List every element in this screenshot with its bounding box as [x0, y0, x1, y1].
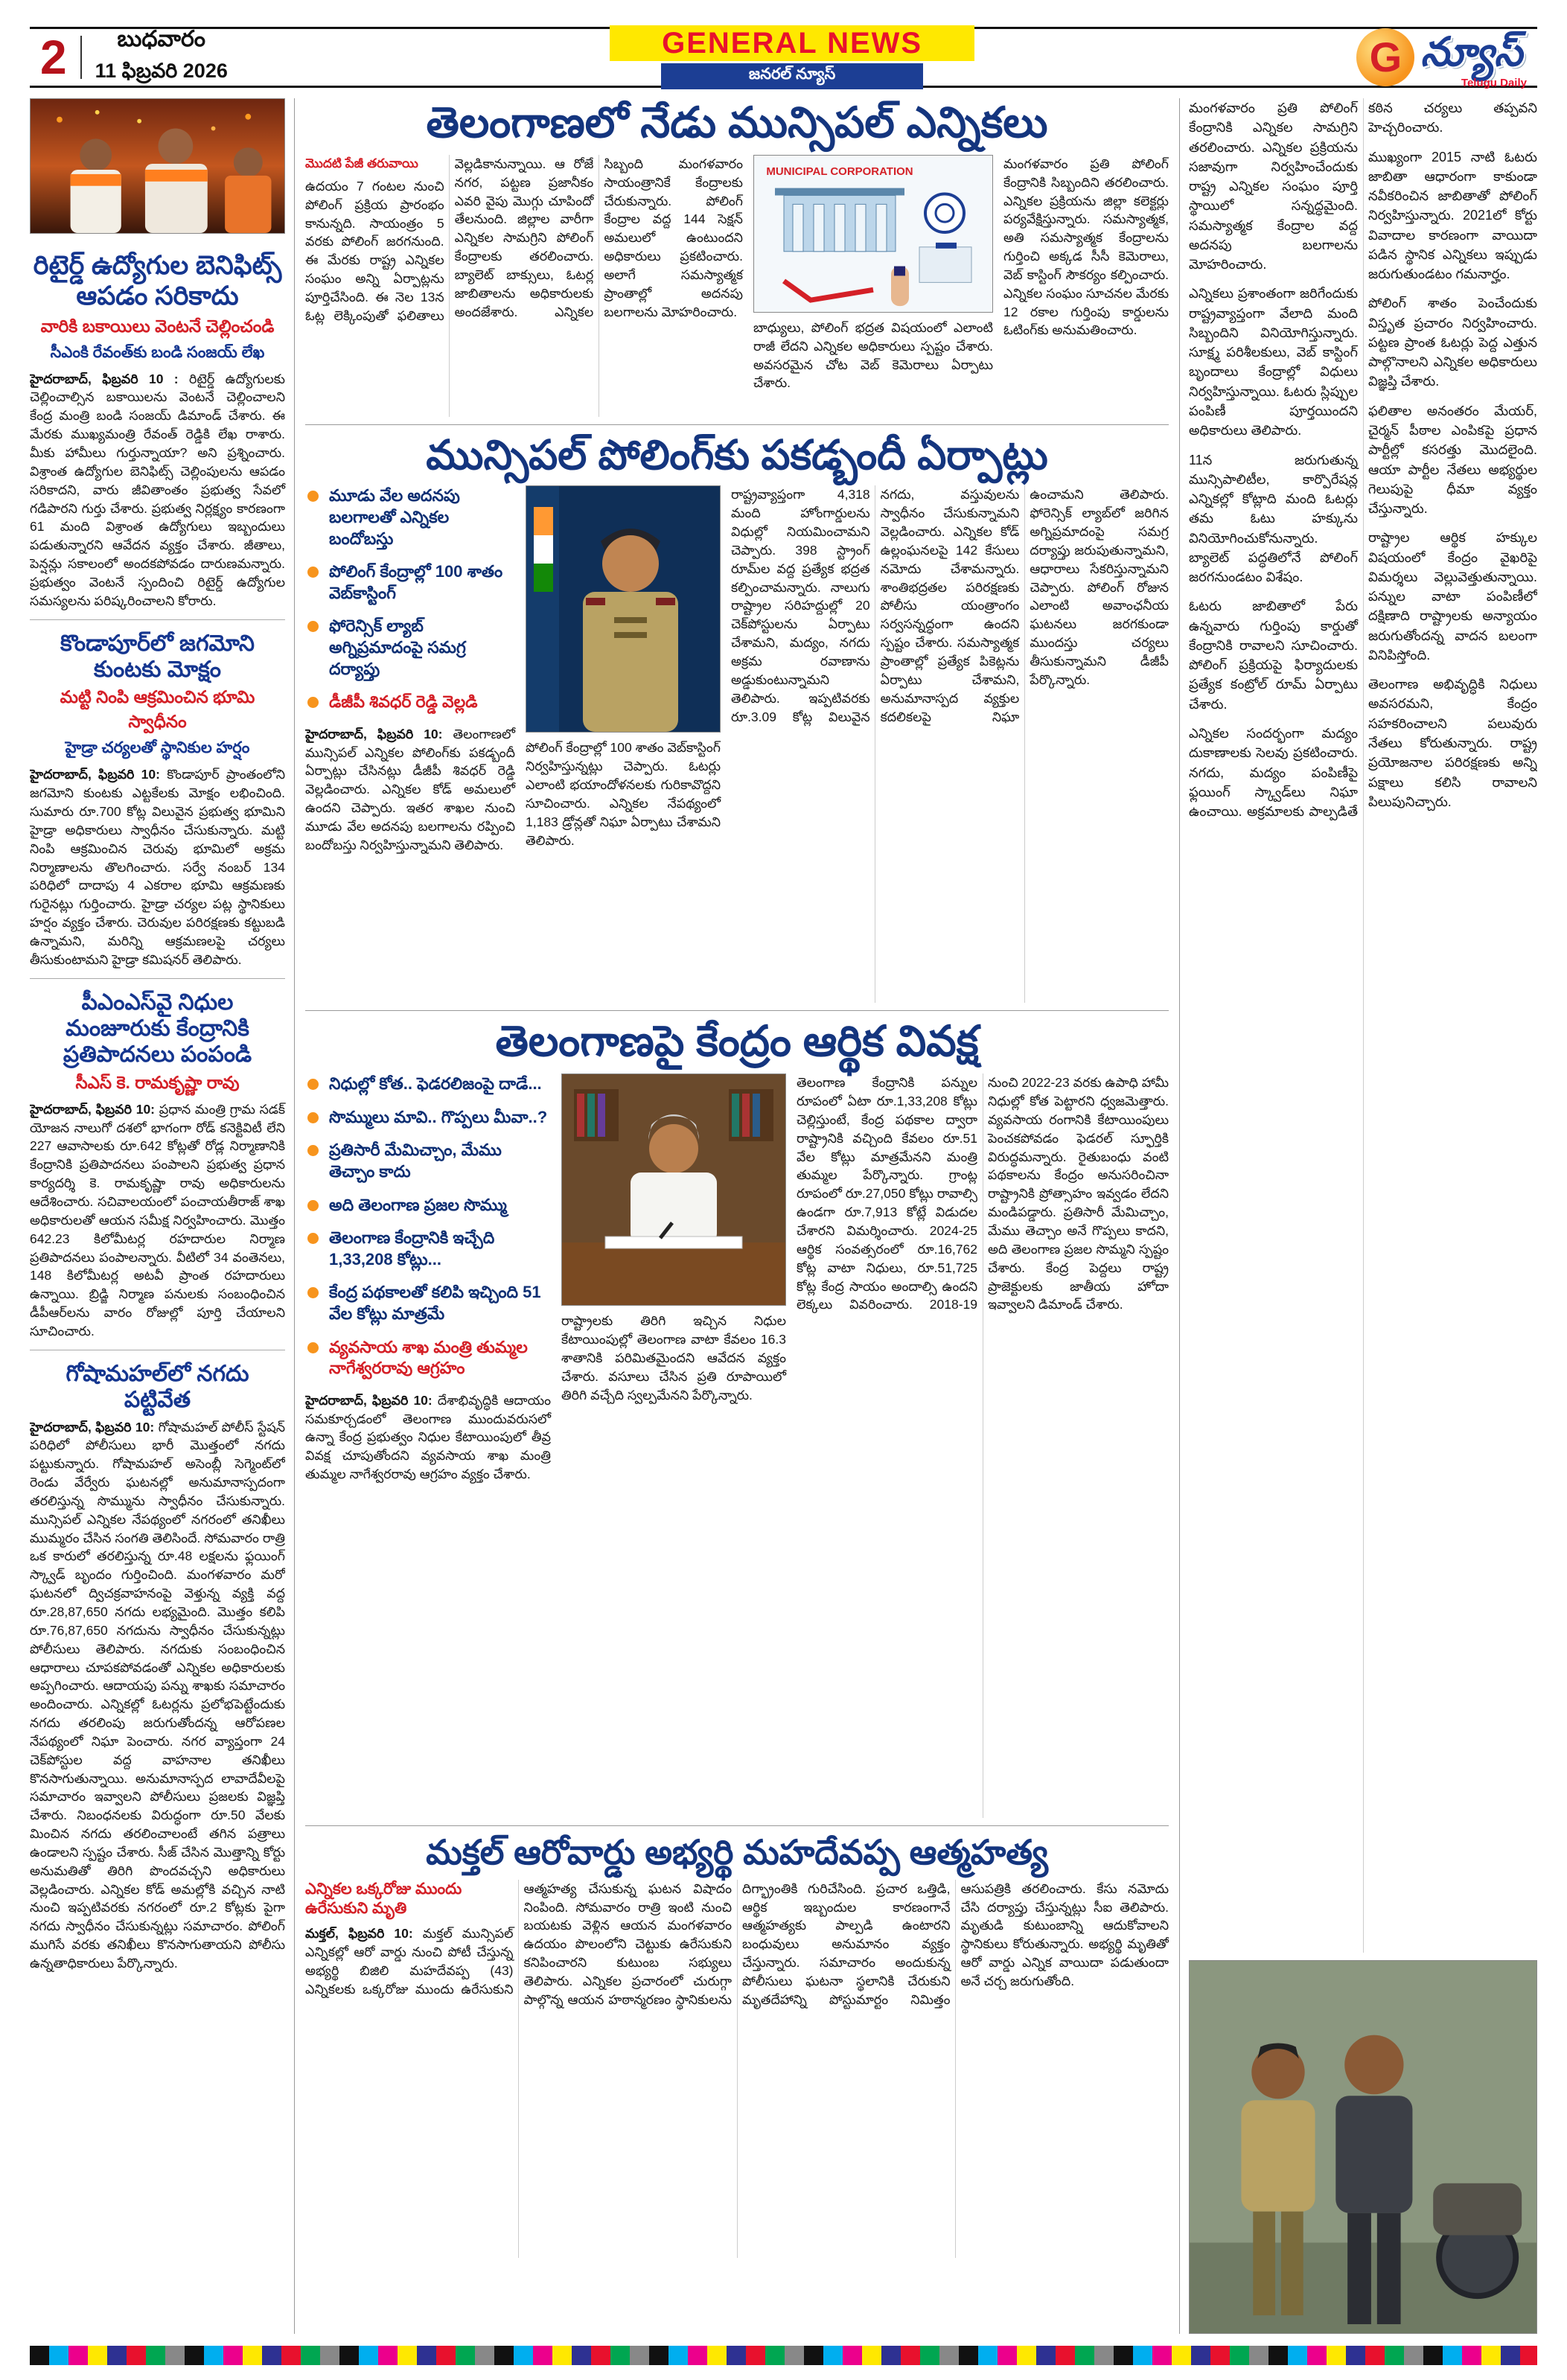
- politicians-photo-graphic: [31, 99, 284, 233]
- right-rail: [1179, 98, 1537, 2334]
- polling-bullet-list: [305, 485, 515, 712]
- finance-bullets: నిధుల్లో కోత.. ఫెడరలిజంపై దాడే... సొమ్ములు మావి.. గొప్పలు మీవా..? ప్రతిసారీ మేమిచ్చాం, మేము తెచ్చాం కాదు అది తెలంగాణ ప్రజల సొమ్ము తెలంగాణ కేంద్రానికి ఇచ్చేది 1,33,208 కోట్లు... కేంద్ర పథకాలతో కలిపి ఇచ్చింది 51 వేల కోట్లు మాత్రమే: [305, 1073, 551, 1324]
- makthal-victim-photo: [1189, 1960, 1537, 2334]
- polling-highlights: [305, 485, 515, 1003]
- makthal-body: [305, 1880, 1169, 2258]
- dateline: హైదరాబాద్, ఫిబ్రవరి 10:: [30, 767, 160, 782]
- finance-body-under-photo: రాష్ట్రాలకు తిరిగి ఇచ్చిన నిధుల కేటాయింపుల్లో తెలంగాణ వాటా కేవలం 16.3 శాతానికి పరిమితమైందని ఆవేదన వ్యక్తం చేశారు. వసూలు చేసిన ప్రతి రూపాయిలో తిరిగి వచ్చేది స్వల్పమేనని పేర్కొన్నారు.: [561, 1313, 786, 1403]
- makthal-subhead-red: ఎన్నికల ఒక్కరోజు ముందు ఉరేసుకుని మృతి: [305, 1880, 462, 1918]
- polling-body-columns: రాష్ట్రవ్యాప్తంగా 4,318 మంది హోంగార్డులను విధుల్లో నియమించామని చెప్పారు. 398 స్ట్రాంగ్ రూమ్‌ల వద్ద ప్రత్యేక భద్రత కల్పించామన్నారు. నాలుగు రాష్ట్రాల సరిహద్దుల్లో 20 చెక్‌పోస్టులను ఏర్పాటు చేశామని, మద్యం, నగదు అక్రమ రవాణాను అడ్డుకుంటున్నామని తెలిపారు. ఇప్పటివరకు రూ.3.09 కోట్ల విలువైన నగదు, వస్తువులను స్వాధీనం చేసుకున్నామని వెల్లడించారు. ఎన్నికల కోడ్ ఉల్లంఘనలపై 142 కేసులు నమోదు చేశామన్నారు. శాంతిభద్రతల పరిరక్షణకు పోలీసు యంత్రాంగం సర్వసన్నద్ధంగా ఉందని స్పష్టం చేశారు. సమస్యాత్మక ప్రాంతాల్లో ప్రత్యేక పికెట్లను ఏర్పాటు చేశామని, అనుమానాస్పద వ్యక్తుల కదలికలపై నిఘా ఉంచామని తెలిపారు. ఫోరెన్సిక్ ల్యాబ్‌లో జరిగిన అగ్నిప్రమాదంపై సమగ్ర దర్యాప్తు జరుపుతున్నామని, ఆధారాలు సేకరిస్తున్నామని చెప్పారు. పోలింగ్ రోజున ఎలాంటి అవాంఛనీయ ఘటనలు జరగకుండా ముందస్తు చర్యలు తీసుకున్నామని డీజీపీ పేర్కొన్నారు.: [731, 487, 1169, 724]
- logo-name: న్యూస్: [1420, 30, 1522, 74]
- dgp-photo-graphic: [526, 486, 720, 732]
- municipal-graphic-wrap: [753, 155, 993, 417]
- body-text: కొండాపూర్ ప్రాంతంలోని జగమోని కుంటకు ఎట్టకేలకు మోక్షం లభించింది. సుమారు రూ.700 కోట్ల విలువైన ప్రభుత్వ భూమిని హైడ్రా అధికారులు స్వాధీనం చేసుకున్నారు. మట్టి నింపి ఆక్రమించిన చెరువు భూమిలో అక్రమ నిర్మాణాలను తొలగించారు. సర్వే నంబర్ 134 పరిధిలో దాదాపు 4 ఎకరాల భూమి ఆక్రమణకు గురైనట్లు గుర్తించారు. హైడ్రా చర్యల పట్ల స్థానికులు హర్షం వ్యక్తం చేశారు. చెరువుల పరిరక్షణకు కట్టుబడి ఉన్నామని, మరిన్ని ఆక్రమణలపై చర్యలు తీసుకుంటామని హైడ్రా కమిషనర్ తెలిపారు.: [30, 767, 285, 967]
- date-label: 11 ఫిబ్రవరి 2026: [95, 60, 228, 82]
- retired-benefits-subhead-blue: సీఎంకి రేవంత్‌కు బండి సంజయ్ లేఖ: [50, 343, 265, 361]
- continued-from-page-one-kicker: మొదటి పేజీ తరువాయి: [305, 156, 418, 170]
- polling-bullet-red: డీజీపీ శివధర్ రెడ్డి వెల్లడి: [305, 692, 515, 713]
- dateline: హైదరాబాద్, ఫిబ్రవరి 10:: [305, 1392, 433, 1408]
- municipal-graphic-label: MUNICIPAL CORPORATION: [766, 165, 913, 178]
- finance-body-start: [305, 1391, 551, 1484]
- financial-discrimination-headline: తెలంగాణపై కేంద్రం ఆర్థిక వివక్ష: [495, 1018, 979, 1066]
- retired-benefits-body: [30, 370, 285, 610]
- polling-body-under-photo: పోలింగ్ కేంద్రాల్లో 100 శాతం వెబ్‌కాస్టింగ్ నిర్వహిస్తున్నట్లు చెప్పారు. ఓటర్లు ఎలాంటి భయాందోళనలకు గురికావొద్దని సూచించారు. ఎన్నికల నేపథ్యంలో 1,183 డ్రోన్లతో నిఘా ఏర్పాటు చేశామని తెలిపారు.: [526, 740, 721, 848]
- polling-bullets: మూడు వేల అదనపు బలగాలతో ఎన్నికల బందోబస్తు పోలింగ్ కేంద్రాల్లో 100 శాతం వెబ్‌కాస్టింగ్ ఫోరెన్సిక్ ల్యాబ్ అగ్నిప్రమాదంపై సమగ్ర దర్యాప్తు: [305, 485, 515, 680]
- body-text: రిటైర్డ్ ఉద్యోగులకు చెల్లించాల్సిన బకాయిలను వెంటనే చెల్లించాలని కేంద్ర మంత్రి బండి సంజయ్ డిమాండ్ చేశారు. ఈ మేరకు ముఖ్యమంత్రి రేవంత్ రెడ్డికి లేఖ రాశారు. మీకు హామీలు గుర్తున్నాయా? అని ప్రశ్నించారు. విశ్రాంత ఉద్యోగుల బెనిఫిట్స్ చెల్లింపులను ఆపడం సరికాదని, వారు జీవితాంతం ప్రభుత్వ సేవలో గడిపారని గుర్తు చేశారు. ప్రభుత్వ నిర్లక్ష్యం కారణంగా 61 మంది విశ్రాంత ఉద్యోగులు ఇబ్బందులు పడుతున్నారని ఆవేదన వ్యక్తం చేశారు. జీతాలు, పెన్షన్లు సకాలంలో అందకపోవడం దారుణమన్నారు. ప్రభుత్వం వెంటనే స్పందించి రిటైర్డ్ ఉద్యోగుల సమస్యలను పరిష్కరించాలని కోరారు.: [30, 371, 285, 608]
- page-number: 2: [40, 31, 67, 84]
- municipal-elections-body-right: మంగళవారం ప్రతి పోలింగ్ కేంద్రానికి సిబ్బందిని తరలించారు. ఎన్నికల ప్రక్రియను జిల్లా కలెక్టర్లు పర్యవేక్షిస్తున్నారు. సమస్యాత్మక, అతి సమస్యాత్మక కేంద్రాలను గుర్తించి అక్కడ సీసీ కెమెరాలు, వెబ్ కాస్టింగ్ సౌకర్యం కల్పించారు. ఎన్నికల సంఘం సూచనల మేరకు 12 రకాల గుర్తింపు కార్డులను ఓటింగ్‌కు అనుమతించారు.: [1003, 156, 1169, 338]
- retired-benefits-headline: రిటైర్డ్ ఉద్యోగుల బెనిఫిట్స్ ఆపడం సరికాదు: [33, 251, 282, 311]
- dateline: మక్తల్, ఫిబ్రవరి 10:: [305, 1926, 413, 1942]
- minister-photo: [561, 1073, 786, 1306]
- article-pmsy-funds: [30, 978, 285, 1341]
- logo-tagline: Telugu Daily: [1461, 77, 1527, 89]
- section-banner: [610, 25, 974, 89]
- page-content: [30, 98, 1537, 2334]
- masthead-divider: [80, 36, 82, 79]
- pmsy-body: [30, 1100, 285, 1341]
- municipal-elections-headline: తెలంగాణలో నేడు మున్సిపల్ ఎన్నికలు: [426, 99, 1048, 147]
- day-date: [95, 27, 228, 88]
- dateline: హైదరాబాద్, ఫిబ్రవరి 10:: [30, 1419, 155, 1435]
- rail-continuation-text: మంగళవారం ప్రతి పోలింగ్ కేంద్రానికి ఎన్నికల సామగ్రిని తరలించారు. ఎన్నికల ప్రక్రియను సజావుగా నిర్వహించేందుకు రాష్ట్ర ఎన్నికల సంఘం పూర్తి స్థాయిలో సన్నద్ధమైంది. సమస్యాత్మక కేంద్రాల వద్ద అదనపు బలగాలను మోహరించారు. ఎన్నికలు ప్రశాంతంగా జరిగేందుకు రాష్ట్రవ్యాప్తంగా వేలాది మంది సిబ్బందిని వినియోగిస్తున్నారు. సూక్ష్మ పరిశీలకులు, వెబ్ కాస్టింగ్ బృందాలు కేంద్రాల్లో విధులు నిర్వహిస్తున్నాయి. ఓటరు స్లిప్పుల పంపిణీ పూర్తయిందని అధికారులు తెలిపారు. 11న జరుగుతున్న మున్సిపాలిటీల, కార్పొరేషన్ల ఎన్నికల్లో కోట్లాది మంది ఓటర్లు తమ ఓటు హక్కును వినియోగించుకోనున్నారు. బ్యాలెట్ పద్ధతిలోనే పోలింగ్ జరగనుండటం విశేషం. ఓటరు జాబితాలో పేరు ఉన్నవారు గుర్తింపు కార్డుతో కేంద్రానికి రావాలని సూచించారు. పోలింగ్ ప్రక్రియపై ఫిర్యాదులకు ప్రత్యేక కంట్రోల్ రూమ్ ఏర్పాటు చేశారు. ఎన్నికల సందర్భంగా మద్యం దుకాణాలకు సెలవు ప్రకటించారు. నగదు, మద్యం పంపిణీపై ఫ్లయింగ్ స్క్వాడ్‌లు నిఘా ఉంచాయి. అక్రమాలకు పాల్పడితే కఠిన చర్యలు తప్పవని హెచ్చరించారు. ముఖ్యంగా 2015 నాటి ఓటరు జాబితా ఆధారంగా కాకుండా నవీకరించిన జాబితాతో పోలింగ్ నిర్వహిస్తున్నారు. 2021లో కోర్టు వివాదాల కారణంగా వాయిదా పడిన స్థానిక ఎన్నికలు ఇప్పుడు జరుగుతుండటం గమనార్హం. పోలింగ్ శాతం పెంచేందుకు విస్తృత ప్రచారం నిర్వహించారు. పట్టణ ప్రాంత ఓటర్లు పెద్ద ఎత్తున పాల్గొనాలని ఎన్నికల అధికారులు విజ్ఞప్తి చేశారు. ఫలితాల అనంతరం మేయర్, చైర్మన్ పీఠాల ఎంపికపై ప్రధాన పార్టీల్లో కసరత్తు మొదలైంది. ఆయా పార్టీల నేతలు అభ్యర్థుల గెలుపుపై ధీమా వ్యక్తం చేస్తున్నారు. రాష్ట్రాల ఆర్థిక హక్కుల విషయంలో కేంద్రం వైఖరిపై విమర్శలు వెల్లువెత్తుతున్నాయి. పన్నుల వాటా పంపిణీలో దక్షిణాది రాష్ట్రాలకు అన్యాయం జరుగుతోందన్న వాదన బలంగా వినిపిస్తోంది. తెలంగాణ అభివృద్ధికి నిధులు అవసరమని, కేంద్రం సహకరించాలని పలువురు నేతలు కోరుతున్నారు. రాష్ట్ర ప్రయోజనాల పరిరక్షణకు అన్ని పక్షాలు కలిసి రావాలని పిలుపునిచ్చారు.: [1189, 101, 1537, 820]
- finance-highlights: [305, 1073, 551, 1818]
- finance-body-columns: తెలంగాణ కేంద్రానికి పన్నుల రూపంలో ఏటా రూ.1,33,208 కోట్లు చెల్లిస్తుంటే, కేంద్ర పథకాల ద్వారా రాష్ట్రానికి వచ్చింది కేవలం రూ.51 వేల కోట్లు మాత్రమేనని మంత్రి తుమ్మల పేర్కొన్నారు. గ్రాంట్ల రూపంలో రూ.27,050 కోట్లు రావాల్సి ఉండగా రూ.7,913 కోట్లే విడుదల చేశారని విమర్శించారు. 2024-25 ఆర్థిక సంవత్సరంలో రూ.16,762 కోట్ల వాటా నిధులు, రూ.51,725 కోట్ల కేంద్ర సాయం అందాల్సి ఉందని లెక్కలు వివరించారు. 2018-19 నుంచి 2022-23 వరకు ఉపాధి హామీ నిధుల్లో కోత పెట్టారని ధ్వజమెత్తారు. వ్యవసాయ రంగానికి కేటాయింపులు పెంచకపోవడం ఫెడరల్ స్ఫూర్తికి విరుద్ధమన్నారు. రైతుబంధు వంటి పథకాలను కేంద్రం అనుసరించినా రాష్ట్రానికి ప్రోత్సాహం ఇవ్వడం లేదని మండిపడ్డారు. ప్రతిసారీ మేమిచ్చాం, మేము తెచ్చాం అనే గొప్పలు కాదని, అది తెలంగాణ ప్రజల సొమ్మని స్పష్టం చేశారు. కేంద్ర పెద్దలు రాష్ట్ర ప్రాజెక్టులకు జాతీయ హోదా ఇవ్వాలని డిమాండ్ చేశారు.: [797, 1075, 1169, 1312]
- body-text: తెలంగాణలో మున్సిపల్ ఎన్నికల పోలింగ్‌కు పకడ్బందీ ఏర్పాట్లు చేసినట్లు డీజీపీ శివధర్ రెడ్డి వెల్లడించారు. ఎన్నికల కోడ్ అమలులో ఉందని చెప్పారు. ఇతర శాఖల నుంచి మూడు వేల అదనపు బలగాలను రప్పించి బందోబస్తు నిర్వహిస్తున్నామని తెలిపారు.: [305, 726, 515, 852]
- finance-bullet-red: వ్యవసాయ శాఖ మంత్రి తుమ్మల నాగేశ్వరరావు ఆగ్రహం: [305, 1337, 551, 1379]
- main-sections: [305, 98, 1169, 2334]
- financial-discrimination-content: [305, 1073, 1169, 1818]
- municipal-graphic: [754, 156, 992, 312]
- body-text: మక్తల్ మున్సిపల్ ఎన్నికల్లో ఆరో వార్డు నుంచి పోటీ చేస్తున్న అభ్యర్థి బిజిలి మహదేవప్ప (43) ఎన్నికలకు ఒక్కరోజు ముందు ఉరేసుకుని ఆత్మహత్య చేసుకున్న ఘటన విషాదం నింపింది. సోమవారం రాత్రి ఇంటి నుంచి బయటకు వెళ్లిన ఆయన మంగళవారం ఉదయం పొలంలోని చెట్టుకు ఉరేసుకుని కనిపించారని కుటుంబ సభ్యులు తెలిపారు. ఎన్నికల ప్రచారంలో చురుగ్గా పాల్గొన్న ఆయన హఠాన్మరణం స్థానికులను దిగ్భ్రాంతికి గురిచేసింది. ప్రచార ఒత్తిడి, ఆర్థిక ఇబ్బందుల కారణంగానే ఆత్మహత్యకు పాల్పడి ఉంటారని బంధువులు అనుమానం వ్యక్తం చేస్తున్నారు. సమాచారం అందుకున్న పోలీసులు ఘటనా స్థలానికి చేరుకుని మృతదేహాన్ని పోస్టుమార్టం నిమిత్తం ఆసుపత్రికి తరలించారు. కేసు నమోదు చేసి దర్యాప్తు చేస్తున్నట్లు సీఐ తెలిపారు. మృతుడి కుటుంబాన్ని ఆదుకోవాలని స్థానికులు కోరుతున్నారు. అభ్యర్థి మృతితో ఆరో వార్డు ఎన్నిక వాయిదా పడుతుందా అనే చర్చ జరుగుతోంది.: [305, 1880, 1169, 2007]
- dgp-photo-column: [526, 485, 721, 1003]
- newspaper-logo: [1356, 28, 1527, 89]
- goshamahal-headline: గోషామహల్‌లో నగదు పట్టివేత: [66, 1361, 249, 1413]
- dateline: హైదరాబాద్, ఫిబ్రవరి 10:: [30, 1101, 156, 1117]
- logo-g-icon: G: [1356, 28, 1414, 86]
- municipal-elections-body-under-image: బాధ్యులు, పోలింగ్ భద్రత విషయంలో ఎలాంటి రాజీ లేదని ఎన్నికల అధికారులు స్పష్టం చేశారు. అవసరమైన చోట వెబ్ కెమెరాలు ఏర్పాటు చేశారు.: [753, 319, 993, 391]
- masthead: [30, 27, 1537, 88]
- retired-benefits-subhead-red: వారికి బకాయిలు వెంటనే చెల్లించండి: [40, 316, 275, 336]
- body-text: ఉదయం 7 గంటల నుంచి పోలింగ్ ప్రక్రియ ప్రారంభం కానున్నది. సాయంత్రం 5 వరకు పోలింగ్ జరగనుంది. ఈ మేరకు రాష్ట్ర ఎన్నికల సంఘం అన్ని ఏర్పాట్లను పూర్తిచేసింది. ఈ నెల 13న ఓట్ల లెక్కింపుతో ఫలితాలు వెల్లడికానున్నాయి. ఆ రోజే నగర, పట్టణ ప్రజానీకం ఎవరి వైపు మొగ్గు చూపిందో తేలనుంది. జిల్లాల వారీగా ఎన్నికల సామగ్రిని పోలింగ్ కేంద్రాలకు తరలించారు. బ్యాలెట్ బాక్సులు, ఓటర్ల జాబితాలను అధికారులకు అందజేశారు. ఎన్నికల సిబ్బంది మంగళవారం సాయంత్రానికే కేంద్రాలకు చేరుకున్నారు. పోలింగ్ కేంద్రాల వద్ద 144 సెక్షన్ అమలులో ఉంటుందని అధికారులు ప్రకటించారు. అలాగే సమస్యాత్మక ప్రాంతాల్లో అదనపు బలగాలను మోహరించారు.: [305, 156, 743, 323]
- polling-arrangements-content: [305, 485, 1169, 1003]
- section-name-english: GENERAL NEWS: [610, 25, 974, 61]
- kondapur-body: [30, 765, 285, 969]
- makthal-photo-graphic: [1190, 1961, 1536, 2333]
- article-goshamahal-cash: [30, 1350, 285, 2334]
- kondapur-headline: కొండాపూర్‌లో జగమోని కుంటకు మోక్షం: [60, 631, 255, 682]
- body-text: దేశాభివృద్ధికి ఆదాయం సమకూర్చడంలో తెలంగాణ ముందువరుసలో ఉన్నా కేంద్ర ప్రభుత్వం నిధుల కేటాయింపులో తీవ్ర వివక్ష చూపుతోందని వ్యవసాయ శాఖ మంత్రి తుమ్మల నాగేశ్వరరావు ఆగ్రహం వ్యక్తం చేశారు.: [305, 1392, 551, 1482]
- body-text: ప్రధాన మంత్రి గ్రామ సడక్ యోజన నాలుగో దశలో భాగంగా రోడ్ కనెక్టివిటీ లేని 227 ఆవాసాలకు రూ.642 కోట్లతో రోడ్ల నిర్మాణానికి కేంద్రానికి ప్రతిపాదనలు పంపాలని ప్రభుత్వ ప్రధాన కార్యదర్శి కె. రామకృష్ణా రావు అధికారులను ఆదేశించారు. సచివాలయంలో పంచాయతీరాజ్ శాఖ అధికారులతో ఆయన సమీక్ష నిర్వహించారు. మొత్తం 642.23 కిలోమీటర్ల రహదారుల నిర్మాణ ప్రతిపాదనలు పంపాలన్నారు. వీటిలో 34 వంతెనలు, 148 కిలోమీటర్ల అటవీ ప్రాంత రహదారులు ఉన్నాయి. బ్రిడ్జి నిర్మాణ పనులకు సంబంధించిన డీపీఆర్‌లను వారం రోజుల్లో పూర్తి చేయాలని సూచించారు.: [30, 1101, 285, 1339]
- section-makthal-suicide: [305, 1825, 1169, 2258]
- pmsy-headline: పీఎంఎస్‌వై నిధుల మంజూరుకు కేంద్రానికి ప్రతిపాదనలు పంపండి: [63, 989, 252, 1068]
- dateline: హైదరాబాద్, ఫిబ్రవరి 10 :: [30, 371, 179, 386]
- minister-photo-graphic: [562, 1074, 785, 1305]
- left-column: [30, 98, 295, 2334]
- minister-photo-column: [561, 1073, 786, 1818]
- municipal-election-graphic: [753, 155, 993, 313]
- makthal-headline: మక్తల్ ఆరోవార్డు అభ్యర్థి మహదేవప్ప ఆత్మహత్య: [426, 1833, 1048, 1872]
- section-polling-arrangements: [305, 424, 1169, 1004]
- section-name-telugu: జనరల్ న్యూస్: [661, 63, 924, 89]
- dateline: హైదరాబాద్, ఫిబ్రవరి 10:: [305, 726, 443, 741]
- body-text: గోషామహల్ పోలీస్ స్టేషన్ పరిధిలో పోలీసులు భారీ మొత్తంలో నగదు పట్టుకున్నారు. గోషామహల్ అసెంబ్లీ సెగ్మెంట్‌లో రెండు వేర్వేరు ఘటనల్లో అనుమానాస్పదంగా తరలిస్తున్న సొమ్మును స్వాధీనం చేసుకున్నారు. మున్సిపల్ ఎన్నికల నేపథ్యంలో నగరంలో తనిఖీలు ముమ్మరం చేసిన సంగతి తెలిసిందే. సోమవారం రాత్రి ఒక కారులో తరలిస్తున్న రూ.48 లక్షలను ఫ్లయింగ్ స్క్వాడ్ బృందం గుర్తించింది. మంగళవారం మరో ఘటనలో ద్విచక్రవాహనంపై వెళ్తున్న వ్యక్తి వద్ద రూ.28,87,650 నగదు లభ్యమైంది. మొత్తం కలిపి రూ.76,87,650 నగదును స్వాధీనం చేసుకున్నట్లు పోలీసులు తెలిపారు. నగదుకు సంబంధించిన ఆధారాలు చూపకపోవడంతో ఎన్నికల అధికారులకు అప్పగించారు. ఆదాయపు పన్ను శాఖకు సమాచారం అందించారు. ఎన్నికల్లో ఓటర్లను ప్రలోభపెట్టేందుకు నగదు తరలింపు జరుగుతోందన్న ఆరోపణల నేపథ్యంలో నిఘా పెంచారు. నగర వ్యాప్తంగా 24 చెక్‌పోస్టుల వద్ద వాహనాల తనిఖీలు కొనసాగుతున్నాయి. అనుమానాస్పద లావాదేవీలపై సమాచారం ఇవ్వాలని పోలీసులు ప్రజలకు విజ్ఞప్తి చేశారు. నిబంధనలకు విరుద్ధంగా రూ.50 వేలకు మించిన నగదు తరలించాలంటే తగిన పత్రాలు ఉండాలని స్పష్టం చేశారు. సీజ్ చేసిన మొత్తాన్ని కోర్టు అనుమతితో తిరిగి పొందవచ్చని అధికారులు వెల్లడించారు. ఎన్నికల కోడ్ అమల్లోకి వచ్చిన నాటి నుంచి ఇప్పటివరకు నగరంలో రూ.2 కోట్లకు పైగా నగదు స్వాధీనం చేసుకున్నట్లు సమాచారం. పోలింగ్ ముగిసే వరకు తనిఖీలు కొనసాగుతాయని పోలీసు ఉన్నతాధికారులు పేర్కొన్నారు.: [30, 1419, 285, 1971]
- kondapur-subhead-blue: హైడ్రా చర్యలతో స్థానికుల హర్షం: [65, 739, 250, 757]
- finance-bullet-list: [305, 1073, 551, 1379]
- polling-body-start: [305, 725, 515, 855]
- section-municipal-elections: [305, 98, 1169, 417]
- politicians-photo: [30, 98, 285, 234]
- article-retired-benefits: [30, 243, 285, 610]
- kondapur-subhead-red: మట్టి నింపి ఆక్రమించిన భూమి స్వాధీనం: [60, 687, 255, 732]
- dgp-photo: [526, 485, 721, 733]
- municipal-elections-content: [305, 155, 1169, 417]
- section-financial-discrimination: [305, 1010, 1169, 1818]
- municipal-elections-body: [305, 155, 743, 417]
- goshamahal-body: [30, 1418, 285, 1973]
- pmsy-subhead-red: సీఎస్ కె. రామకృష్ణా రావు: [75, 1072, 240, 1092]
- polling-arrangements-headline: మున్సిపల్ పోలింగ్‌కు పకడ్బందీ ఏర్పాట్లు: [426, 431, 1048, 478]
- masthead-left: [40, 27, 228, 88]
- article-kondapur-lake: [30, 619, 285, 969]
- day-label: బుధవారం: [117, 27, 205, 51]
- print-color-bar: [30, 2346, 1537, 2365]
- main-area: [305, 98, 1537, 2334]
